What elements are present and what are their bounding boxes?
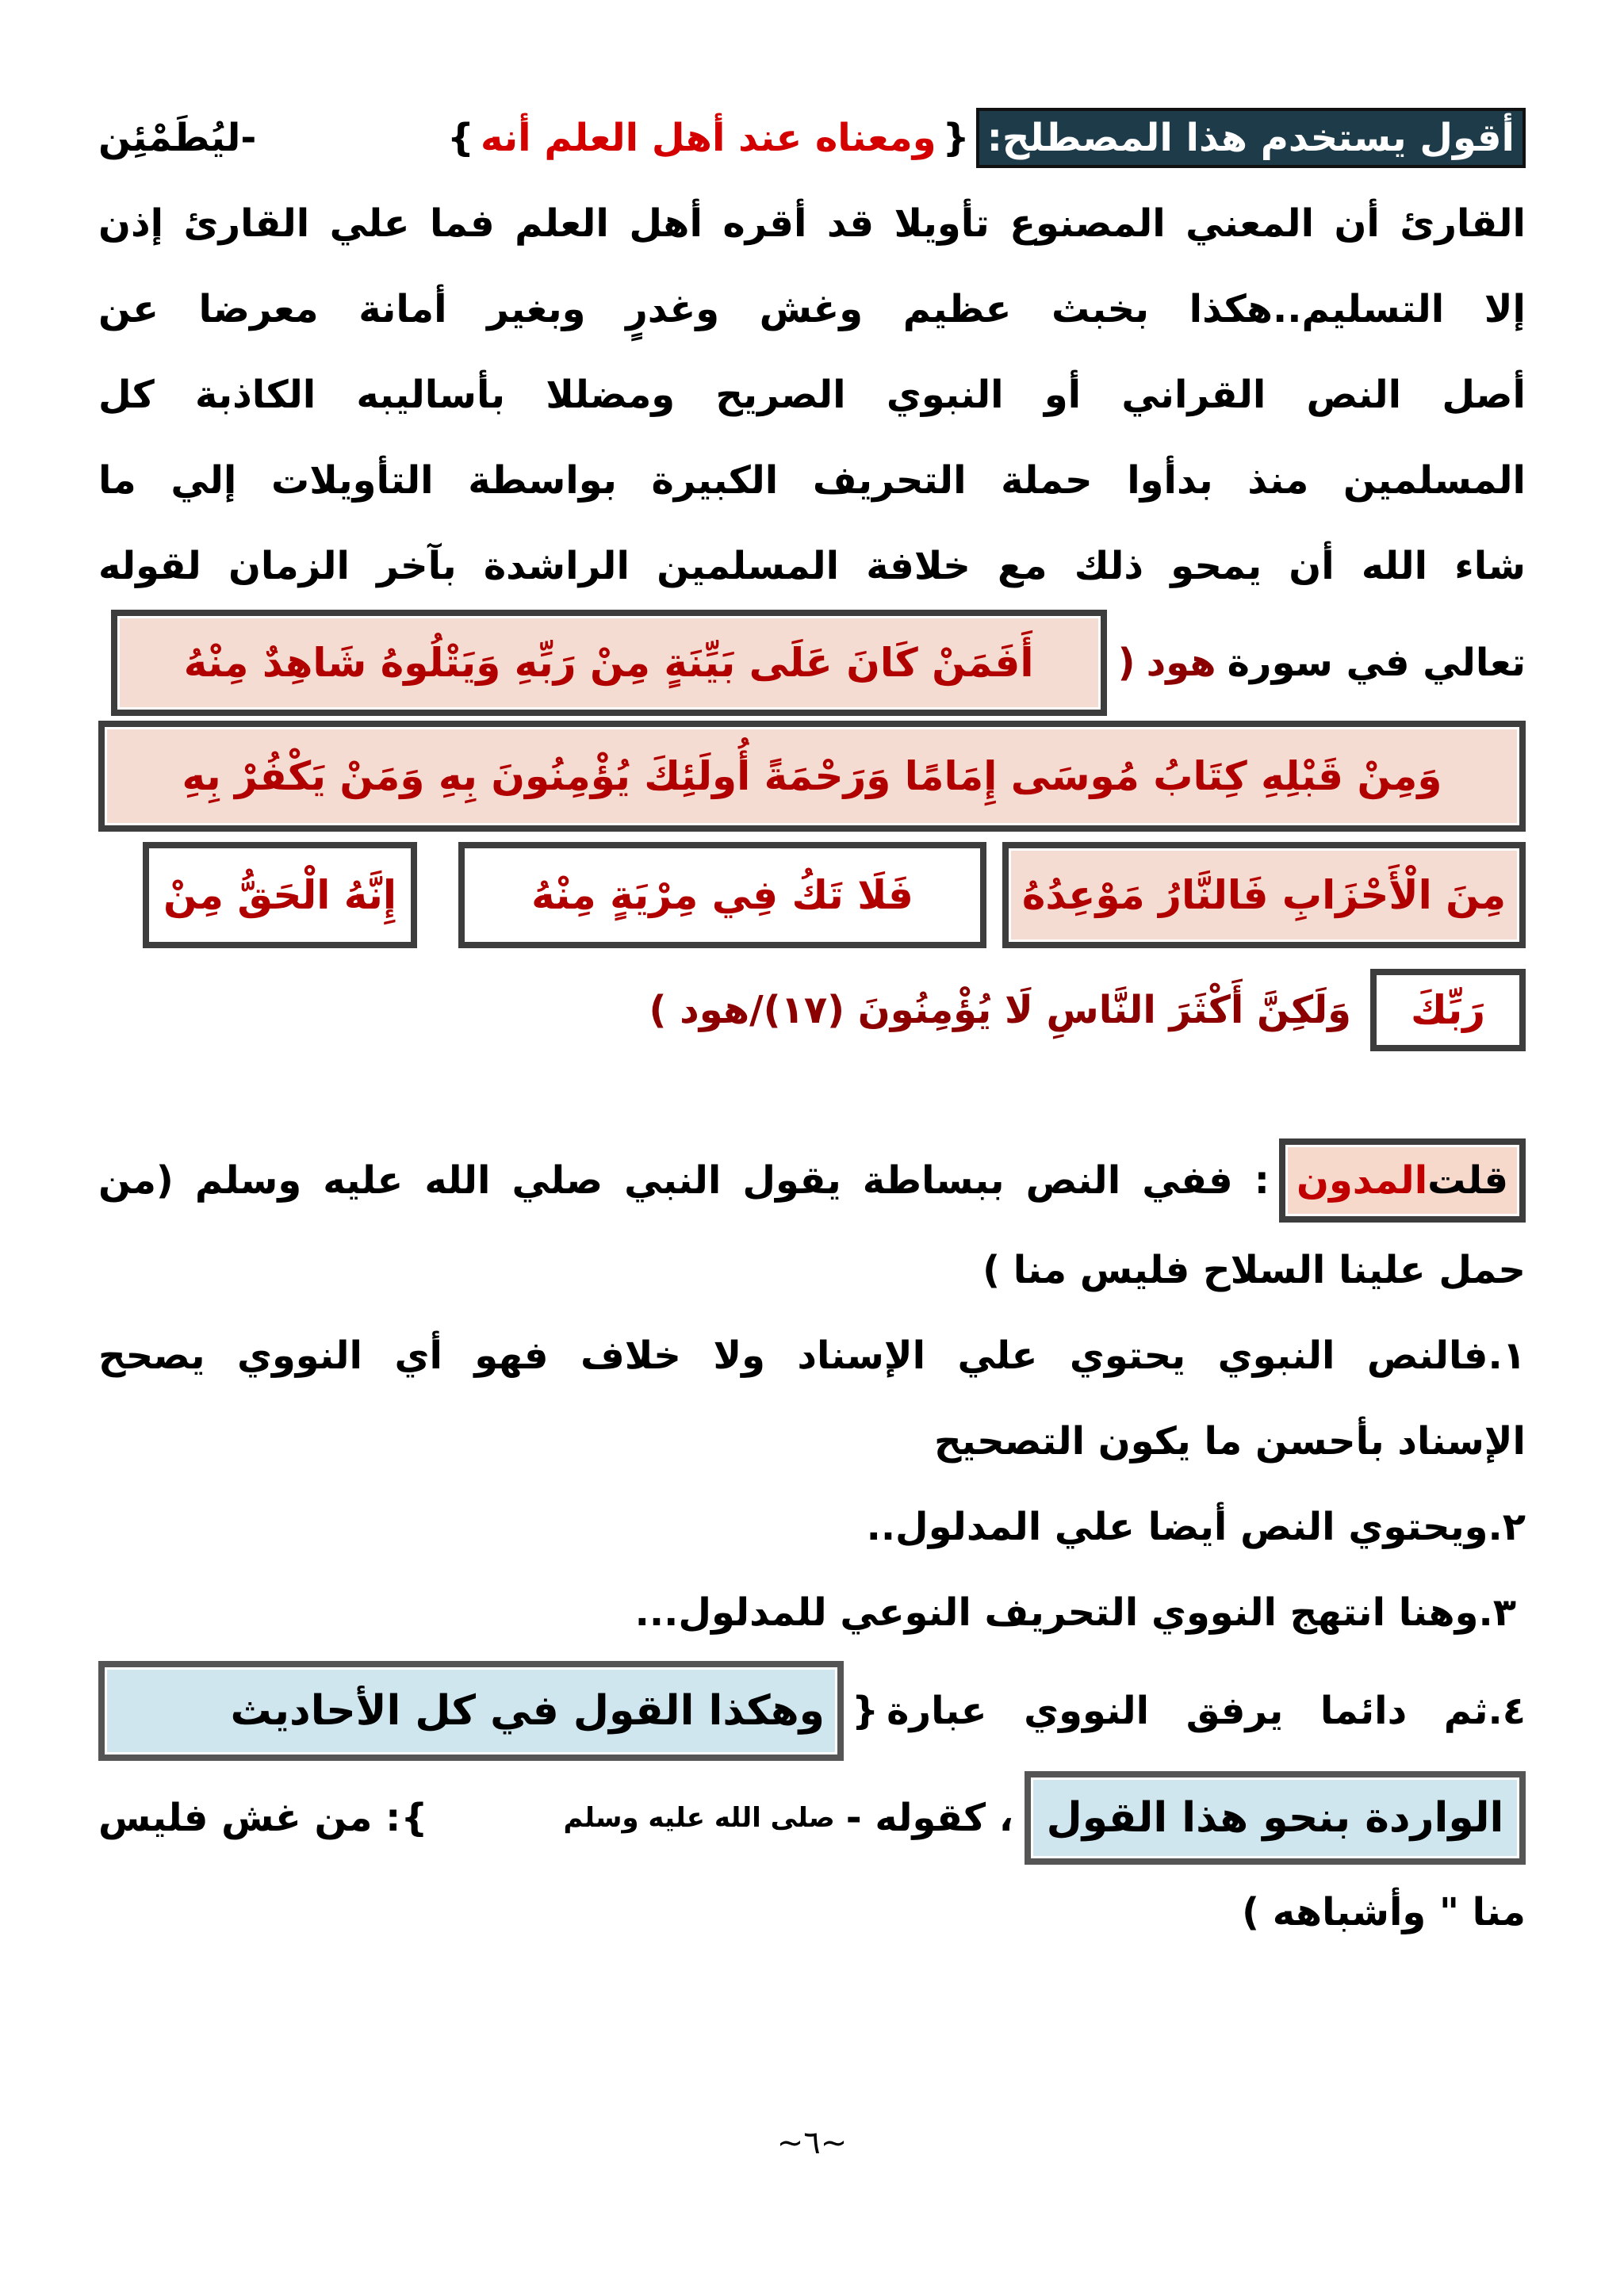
quran-verse-box: إِنَّهُ الْحَقُّ مِنْ [143,842,417,948]
verse-line-3 [98,836,1526,955]
point-1-continued: الإسناد بأحسن ما يكون التصحيح [933,1419,1526,1464]
verse-line-2 [98,717,1526,836]
verse-intro-line [98,609,1526,717]
point-4-brace: { [852,1689,879,1733]
highlight-phrase-box: الواردة بنحو هذا القول [1025,1771,1526,1865]
editor-label-box [1279,1138,1526,1223]
spacer [98,1066,1526,1134]
editor-text: : ففي النص ببساطة يقول النبي صلي الله عليه وسلم (من [98,1158,1270,1203]
editor-label-part2: المدون [1296,1158,1428,1203]
brace-close: } [446,116,475,160]
document-page [98,95,1526,1955]
quran-verse-box: مِنَ الْأَحْزَابِ فَالنَّارُ مَوْعِدُهُ [1002,842,1526,948]
quoted-phrase: ومعناه عند أهل العلم أنه [481,116,936,160]
highlight-phrase-box: وهكذا القول في كل الأحاديث [98,1661,844,1761]
page-number: ~٦~ [776,2125,848,2161]
point-3: ٣.وهنا انتهج النووي التحريف النوعي للمدلول... [634,1590,1516,1635]
salutation: صلى الله عليه وسلم [563,1802,835,1834]
point-4-tail: }: من غش فليس [98,1796,428,1840]
brace-open: { [942,116,970,160]
surah-name: هود [1146,641,1216,685]
final-line: منا " وأشباهه ) [1242,1890,1526,1934]
editor-line [98,1134,1526,1227]
point-4-mid: ، كقوله - [845,1796,1013,1840]
quran-verse-box: فَلَا تَكُ فِي مِرْيَةٍ مِنْهُ [458,842,986,948]
point-2: ٢.ويحتوي النص أيضا علي المدلول.. [866,1505,1526,1549]
quran-verse-box: وَمِنْ قَبْلِهِ كِتَابُ مُوسَى إِمَامًا وَرَحْمَةً أُولَئِكَ يُؤْمِنُونَ بِهِ وَمَنْ يَكْفُرْ بِهِ [98,721,1526,832]
quran-verse-box: رَبِّكَ [1370,969,1526,1051]
paragraph-line: المسلمين منذ بدأوا حملة التحريف الكبيرة بواسطة التأويلات إلي ما [98,458,1526,503]
point-4-line-2 [98,1766,1526,1869]
paragraph-line: إلا التسليم..هكذا بخبث عظيم وغش وغدرٍ وبغير أمانة معرضا عن [98,287,1526,331]
highlight-term-box: أقول يستخدم هذا المصطلح: [976,108,1526,168]
opening-tail: -ليُطَمْئِن [98,116,257,160]
point-1: ١.فالنص النبوي يحتوي علي الإسناد ولا خلاف فهو أي النووي يصحح [98,1334,1526,1378]
point-4-lead: ٤.ثم دائما يرفق النووي عبارة [887,1689,1526,1733]
paragraph-line: شاء الله أن يمحو ذلك مع خلافة المسلمين الراشدة بآخر الزمان لقوله [98,544,1526,588]
point-4-line [98,1655,1526,1766]
editor-text-line-2: حمل علينا السلاح فليس منا ) [982,1248,1526,1292]
verse-intro-text: تعالي في سورة [1227,641,1526,685]
verse-end: وَلَكِنَّ أَكْثَرَ النَّاسِ لَا يُؤْمِنُونَ (١٧)/هود ) [649,988,1351,1032]
paragraph-line: القارئ أن المعني المصنوع تأويلا قد أقره أهل العلم فما علي القارئ إذن [98,201,1526,246]
editor-label-part1: قلت [1427,1158,1508,1203]
opening-line [98,95,1526,181]
paragraph-line: أصل النص القراني أو النبوي الصريح ومضللا بأساليبه الكاذبة كل [98,373,1526,417]
verse-line-4 [98,955,1526,1066]
quran-verse-box: أَفَمَنْ كَانَ عَلَى بَيِّنَةٍ مِنْ رَبِّهِ وَيَتْلُوهُ شَاهِدٌ مِنْهُ [111,610,1107,716]
verse-paren: ( [1117,641,1136,685]
